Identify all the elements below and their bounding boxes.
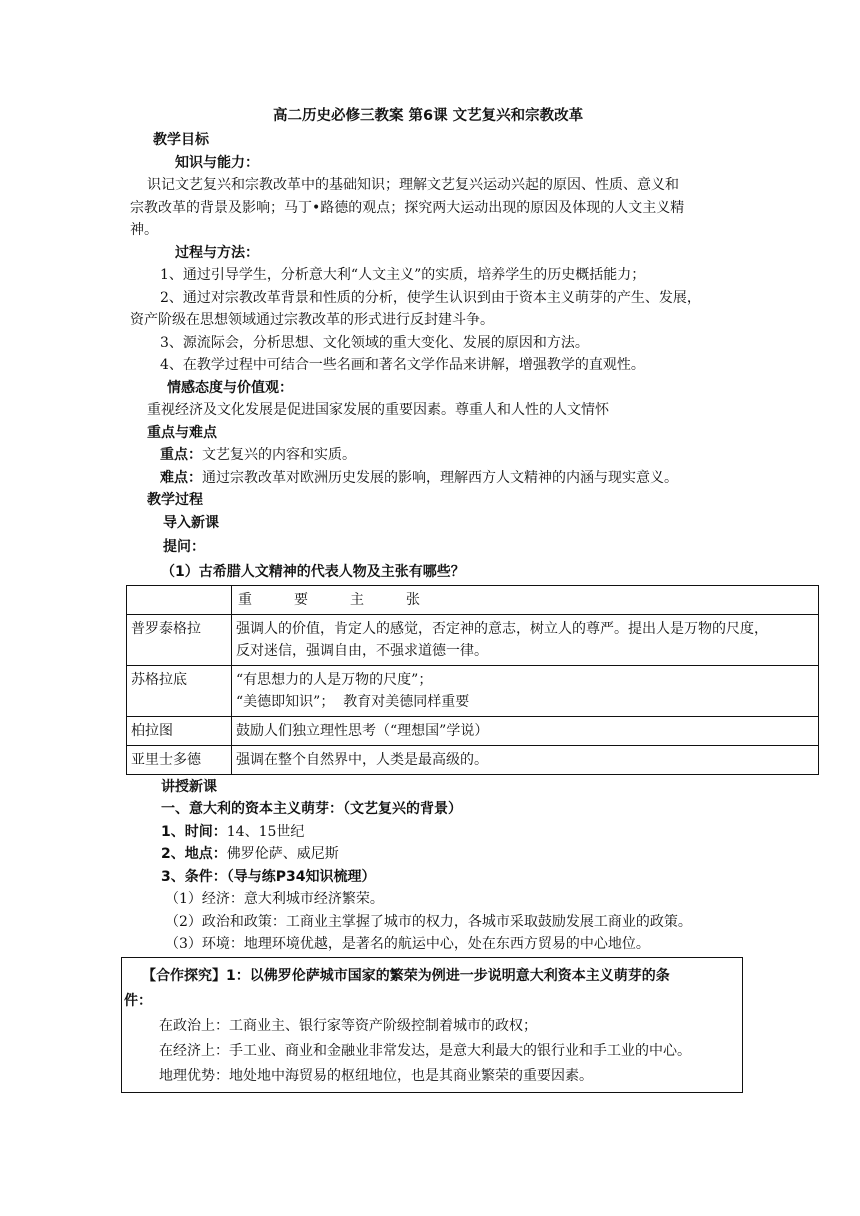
- cooperation-title-line1: 【合作探究】1：以佛罗伦萨城市国家的繁荣为例进一步说明意大利资本主义萌芽的条: [142, 968, 670, 984]
- cooperation-politics: 在政治上：工商业主、银行家等资产阶级控制着城市的政权；: [159, 1018, 537, 1034]
- place-label: 2、地点：: [161, 846, 227, 862]
- cooperation-box: [121, 957, 743, 1093]
- intro-heading: 导入新课: [163, 515, 219, 531]
- claim-line: 反对迷信，强调自由，不强求道德一律。: [236, 643, 488, 659]
- figure-claims: [232, 615, 819, 666]
- document-title: 高二历史必修三教案 第6课 文艺复兴和宗教改革: [273, 108, 584, 124]
- table-row: [127, 615, 819, 666]
- table-header-char: 重: [238, 592, 252, 608]
- figure-claims: [232, 746, 819, 775]
- table-header-char: 要: [294, 592, 308, 608]
- claim-line: “有思想力的人是万物的尺度”；: [236, 672, 433, 688]
- process-method-label: 过程与方法：: [175, 245, 259, 261]
- cooperation-geography: 地理优势：地处地中海贸易的枢纽地位，也是其商业繁荣的重要因素。: [159, 1068, 593, 1084]
- attitude-text: 重视经济及文化发展是促进国家发展的重要因素。尊重人和人性的人文情怀: [147, 402, 609, 418]
- time-value: 14、15世纪: [226, 824, 305, 840]
- process-item-3: 3、源流际会，分析思想、文化领域的重大变化、发展的原因和方法。: [160, 335, 589, 351]
- knowledge-text-line1: 识记文艺复兴和宗教改革中的基础知识；理解文艺复兴运动兴起的原因、性质、意义和: [147, 177, 679, 193]
- table-header-char: 主: [350, 592, 364, 608]
- condition-economy: （1）经济：意大利城市经济繁荣。: [165, 891, 384, 907]
- table-row: [127, 717, 819, 746]
- figure-claims: [232, 717, 819, 746]
- table-header-cell: [232, 586, 819, 615]
- lecture-heading: 讲授新课: [161, 779, 217, 795]
- cooperation-economy: 在经济上：手工业、商业和金融业非常发达，是意大利最大的银行业和手工业的中心。: [159, 1043, 691, 1059]
- table-row: [127, 746, 819, 775]
- conditions-label: 3、条件：（导与练P34知识梳理）: [161, 869, 376, 885]
- key-point-label: 重点：: [160, 447, 202, 463]
- key-points-heading: 重点与难点: [147, 425, 217, 441]
- process-item-4: 4、在教学过程中可结合一些名画和著名文学作品来讲解，增强教学的直观性。: [160, 357, 645, 373]
- table-header-char: 张: [406, 592, 420, 608]
- claim-line: 鼓励人们独立理性思考（“理想国”学说）: [236, 723, 489, 739]
- knowledge-text-line2: 宗教改革的背景及影响；马丁•路德的观点；探究两大运动出现的原因及体现的人文主义精: [130, 200, 685, 216]
- table-header-row: [127, 586, 819, 615]
- time-item: [161, 823, 304, 841]
- difficult-point-label: 难点：: [160, 470, 202, 486]
- process-item-2-line2: 资产阶级在思想领域通过宗教改革的形式进行反封建斗争。: [130, 312, 494, 328]
- attitude-label: 情感态度与价值观：: [167, 380, 293, 396]
- difficult-point-text: 通过宗教改革对欧洲历史发展的影响，理解西方人文精神的内涵与现实意义。: [202, 470, 678, 486]
- table-header-name-cell: [127, 586, 232, 615]
- cooperation-title-line2: 件：: [124, 993, 152, 1009]
- figure-name: 苏格拉底: [127, 666, 232, 717]
- time-label: 1、时间：: [161, 824, 227, 840]
- ask-label: 提问：: [163, 539, 205, 555]
- objectives-heading: 教学目标: [153, 132, 209, 148]
- section-1-heading: 一、意大利的资本主义萌芽：（文艺复兴的背景）: [161, 801, 462, 817]
- figure-claims: [232, 666, 819, 717]
- key-point-text: 文艺复兴的内容和实质。: [202, 447, 356, 463]
- claim-line: 强调在整个自然界中，人类是最高级的。: [236, 752, 488, 768]
- place-value: 佛罗伦萨、威尼斯: [226, 846, 339, 862]
- knowledge-label: 知识与能力：: [175, 155, 259, 171]
- figure-name: 柏拉图: [127, 717, 232, 746]
- process-item-1: 1、通过引导学生，分析意大利“人文主义”的实质，培养学生的历史概括能力；: [160, 267, 646, 283]
- difficult-point: [160, 469, 678, 487]
- knowledge-text-line3: 神。: [130, 222, 158, 238]
- figure-name: 普罗泰格拉: [127, 615, 232, 666]
- question-1: （1）古希腊人文精神的代表人物及主张有哪些？: [161, 564, 465, 580]
- key-point: [160, 446, 356, 464]
- condition-environment: （3）环境：地理环境优越，是著名的航运中心，处在东西方贸易的中心地位。: [165, 936, 650, 952]
- claim-line: “美德即知识”； 教育对美德同样重要: [236, 694, 470, 710]
- condition-politics: （2）政治和政策：工商业主掌握了城市的权力，各城市采取鼓励发展工商业的政策。: [165, 914, 692, 930]
- process-item-2-line1: 2、通过对宗教改革背景和性质的分析，使学生认识到由于资本主义萌芽的产生、发展，: [160, 290, 701, 306]
- humanist-figures-table: [126, 585, 819, 775]
- teaching-process-heading: 教学过程: [147, 492, 203, 508]
- claim-line: 强调人的价值，肯定人的感觉，否定神的意志，树立人的尊严。提出人是万物的尺度，: [236, 621, 768, 637]
- table-row: [127, 666, 819, 717]
- place-item: [161, 845, 339, 863]
- figure-name: 亚里士多德: [127, 746, 232, 775]
